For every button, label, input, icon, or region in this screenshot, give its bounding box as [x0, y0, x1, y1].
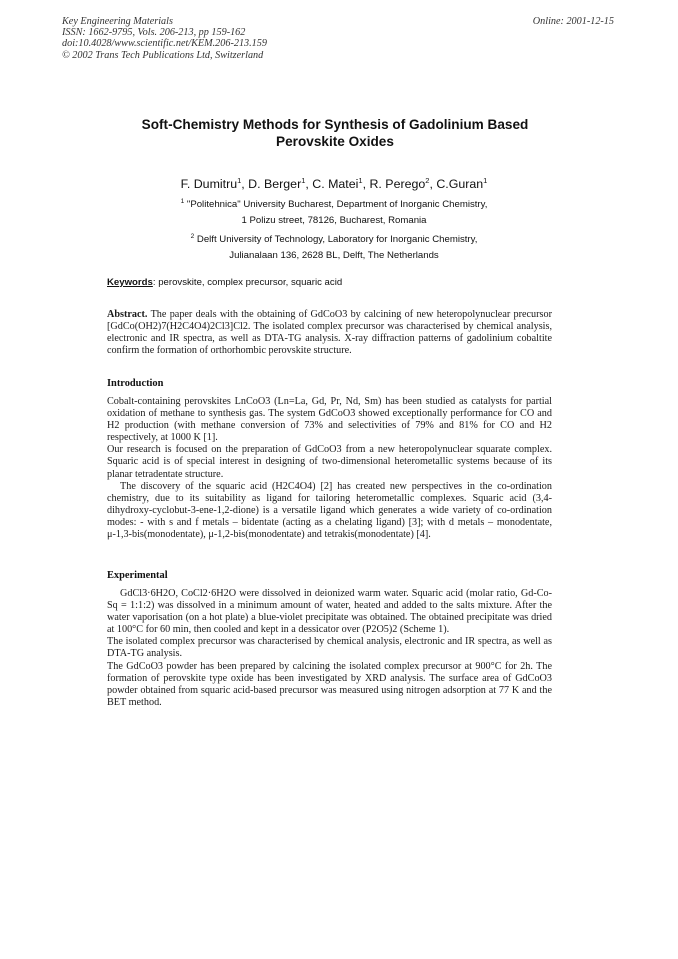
intro-paragraph-1: Cobalt-containing perovskites LnCoO3 (Ln=La, Gd, Pr, Nd, Sm) has been studied as catalysts for partial oxidation of methane to synthesis gas. The system GdCoO3 showed exceptionally performance for CO and H2 production (with methane conversion of 73% and selectivities of 79% and 81% for CO and H2 respectively, at 1000 K [1]. [107, 396, 552, 444]
author-affil-mark: 1 [301, 176, 306, 185]
author-list: F. Dumitru$^1$, D. Berger$^1$, C. Matei$^1$, R. Perego$^2$, C.Guran$^1$ [180, 176, 488, 192]
issn-line: ISSN: 1662-9795, Vols. 206-213, pp 159-162 [62, 27, 246, 39]
affiliation-1-line-1 [100, 198, 568, 210]
journal-name: Key Engineering Materials [62, 16, 173, 27]
keywords-label: Keywords [107, 277, 153, 288]
author-name: D. Berger [248, 177, 302, 192]
introduction-heading: Introduction [107, 378, 164, 389]
author-name: C. Matei [312, 177, 359, 192]
title-line-2: Perovskite Oxides [276, 134, 394, 149]
author-name: C.Guran [436, 177, 484, 192]
keywords-text: perovskite, complex precursor, squaric acid [158, 277, 343, 288]
affiliation-2-line-2: Julianalaan 136, 2628 BL, Delft, The Netherlands [229, 250, 439, 261]
exp-paragraph-2: The isolated complex precursor was characterised by chemical analysis, electronic and IR spectra, as well as DTA-TG analysis. [107, 636, 552, 660]
experimental-body [107, 588, 552, 709]
affil-mark: 2 [190, 233, 195, 240]
exp-paragraph-3: The GdCoO3 powder has been prepared by calcining the isolated complex precursor at 900°C for 2h. The formation of perovskite type oxide has been investigated by XRD analysis. The surface area of GdCoO3 powder obtained from squaric acid-based precursor was measured using nitrogen adsorption at 77 K and the BET method. [107, 660, 552, 708]
author-name: F. Dumitru [180, 177, 238, 192]
author-affil-mark: 1 [358, 176, 363, 185]
affil-text: "Politehnica" University Bucharest, Department of Inorganic Chemistry, [186, 199, 488, 211]
abstract-text: The paper deals with the obtaining of GdCoO3 by calcining of new heteropolynuclear precursor [GdCo(OH2)7(H2C4O4)2Cl3]Cl2. The isolated complex precursor was characterised by chemical analysis, electronic and IR spectra, as well as DTA-TG analysis. X-ray diffraction patterns of gadolinium cobaltite confirm the formation of orthorhombic perovskite structure. [107, 309, 552, 357]
online-date: Online: 2001-12-15 [532, 16, 614, 27]
doi-line: doi:10.4028/www.scientific.net/KEM.206-213.159 [62, 38, 267, 50]
abstract-label: Abstract. [107, 309, 148, 320]
affiliation-2-line-1 [100, 233, 568, 245]
affil-text: Delft University of Technology, Laboratory for Inorganic Chemistry, [196, 234, 478, 246]
keywords: Keywords: perovskite, complex precursor, squaric acid [107, 277, 343, 288]
title-line-1: Soft-Chemistry Methods for Synthesis of Gadolinium Based [141, 117, 529, 132]
copyright-line: © 2002 Trans Tech Publications Ltd, Switzerland [62, 49, 264, 61]
abstract [107, 309, 552, 357]
experimental-heading: Experimental [107, 570, 168, 581]
exp-paragraph-1: GdCl3·6H2O, CoCl2·6H2O were dissolved in deionized warm water. Squaric acid (molar ratio, Gd-Co-Sq = 1:1:2) was dissolved in a minimum amount of water, heated and added to the salts mixture. After the water vaporisation (on a hot plate) a blue-violet precipitate was obtained. The obtained precipitate was dried at 100°C for 60 min, then cooled and kept in a dessicator over (P2O5)2 (Scheme 1). [107, 588, 552, 636]
introduction-body [107, 396, 552, 541]
author-affil-mark: 1 [237, 176, 242, 185]
intro-paragraph-2: Our research is focused on the preparation of GdCoO3 from a new heteropolynuclear squarate complex. Squaric acid is of special interest in designing of two-dimensional heterometallic systems because of its planar tetradentate structure. [107, 444, 552, 480]
author-name: R. Perego [369, 177, 426, 192]
affil-mark: 1 [180, 198, 185, 205]
journal-header [62, 16, 267, 61]
author-affil-mark: 2 [425, 176, 430, 185]
paper-title [110, 116, 560, 150]
intro-paragraph-3: The discovery of the squaric acid (H2C4O4) [2] has created new perspectives in the co-ordination chemistry, due to its suitability as ligand for tailoring heterometallic complexes. Squaric acid (3,4-dihydroxy-cyclobut-3-ene-1,2-dione) is a versatile ligand which generates a wide variety of co-ordination modes: - with s and f metals – bidentate (acting as a chelating ligand) [3]; with d metals – monodentate, μ-1,3-bis(monodentate), μ-1,2-bis(monodentate) and tetrakis(monodentate) [4]. [107, 480, 552, 541]
affiliation-1-line-2: 1 Polizu street, 78126, Bucharest, Romania [241, 215, 427, 226]
author-affil-mark: 1 [483, 176, 488, 185]
